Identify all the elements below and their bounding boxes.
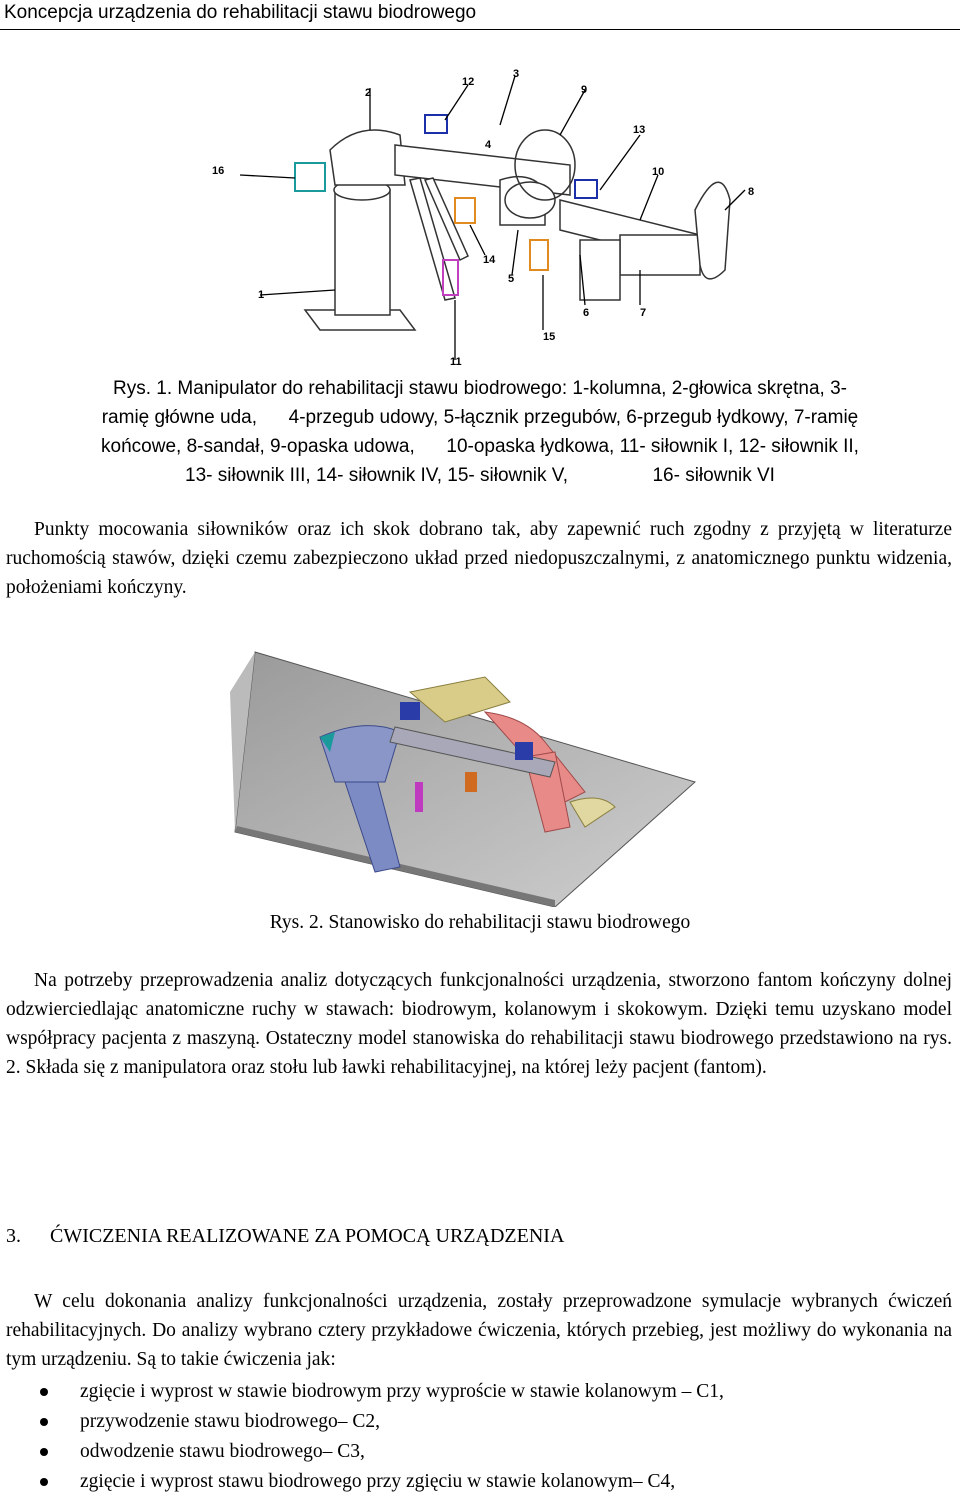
fig1-label: 5 (508, 273, 515, 285)
fig1-label: 11 (450, 356, 462, 368)
fig1-label: 16 (212, 165, 225, 177)
section-title: ĆWICZENIA REALIZOWANE ZA POMOCĄ URZĄDZENIA (50, 1225, 565, 1247)
figure-1-manipulator (200, 60, 770, 370)
fig1-label: 1 (258, 289, 265, 301)
fig1-label: 14 (483, 254, 496, 266)
fig1-label: 12 (462, 76, 475, 88)
fig1-label: 2 (365, 87, 372, 99)
fig1-label: 8 (748, 186, 755, 198)
header-rule (0, 29, 960, 30)
exercise-list (0, 1377, 724, 1497)
fig1-label: 7 (640, 307, 647, 319)
list-item: przywodzenie stawu biodrowego– C2, (0, 1407, 724, 1437)
list-item: zgięcie i wyprost stawu biodrowego przy zgięciu w stawie kolanowym– C4, (0, 1467, 724, 1497)
list-item: zgięcie i wyprost w stawie biodrowym przy wyproście w stawie kolanowym – C1, (0, 1377, 724, 1407)
caption-line: 13- siłownik III, 14- siłownik IV, 15- siłownik V, 16- siłownik VI (185, 465, 775, 486)
figure-1-caption (0, 374, 960, 490)
fig1-label: 13 (633, 124, 646, 136)
caption-line: ramię główne uda, 4-przegub udowy, 5-łącznik przegubów, 6-przegub łydkowy, 7-ramię (101, 407, 859, 428)
fig1-label: 15 (543, 331, 556, 343)
figure-2-caption: Rys. 2. Stanowisko do rehabilitacji stawu biodrowego (269, 912, 691, 933)
section-heading (6, 1222, 564, 1251)
running-header: Koncepcja urządzenia do rehabilitacji stawu biodrowego (4, 2, 477, 23)
paragraph-1: Punkty mocowania siłowników oraz ich skok dobrano tak, aby zapewnić ruch zgodny z przyjętą w literaturze ruchomością stawów, dzięki czemu zabezpieczono układ przed niedopuszczalnymi, z anatomicznego punktu widzenia, położeniami kończyny. (6, 519, 952, 598)
fig1-label: 3 (513, 68, 520, 80)
figure-2-stand (225, 632, 740, 907)
fig1-label: 10 (652, 166, 665, 178)
fig1-label: 6 (583, 307, 590, 319)
caption-line: końcowe, 8-sandał, 9-opaska udowa, 10-opaska łydkowa, 11- siłownik I, 12- siłownik II, (101, 436, 859, 457)
paragraph-3: W celu dokonania analizy funkcjonalności urządzenia, zostały przeprowadzone symulacje wybranych ćwiczeń rehabilitacyjnych. Do analizy wybrano cztery przykładowe ćwiczenia, których przebieg, jest możliwy do wykonania na tym urządzeniu. Są to takie ćwiczenia jak: (6, 1291, 952, 1370)
fig1-label: 4 (485, 139, 492, 151)
paragraph-2: Na potrzeby przeprowadzenia analiz dotyczących funkcjonalności urządzenia, stworzono fantom kończyny dolnej odzwierciedlając anatomiczne ruchy w stawach: biodrowym, kolanowym i skokowym. Dzięki temu uzyskano model współpracy pacjenta z maszyną. Ostateczny model stanowiska do rehabilitacji stawu biodrowego przedstawiono na rys. 2. Składa się z manipulatora oraz stołu lub ławki rehabilitacyjnej, na której leży pacjent (fantom). (6, 970, 952, 1078)
section-number: 3. (6, 1225, 21, 1247)
caption-line: Rys. 1. Manipulator do rehabilitacji stawu biodrowego: 1-kolumna, 2-głowica skrętna, 3- (113, 378, 847, 399)
fig1-label: 9 (581, 84, 588, 96)
list-item: odwodzenie stawu biodrowego– C3, (0, 1437, 724, 1467)
